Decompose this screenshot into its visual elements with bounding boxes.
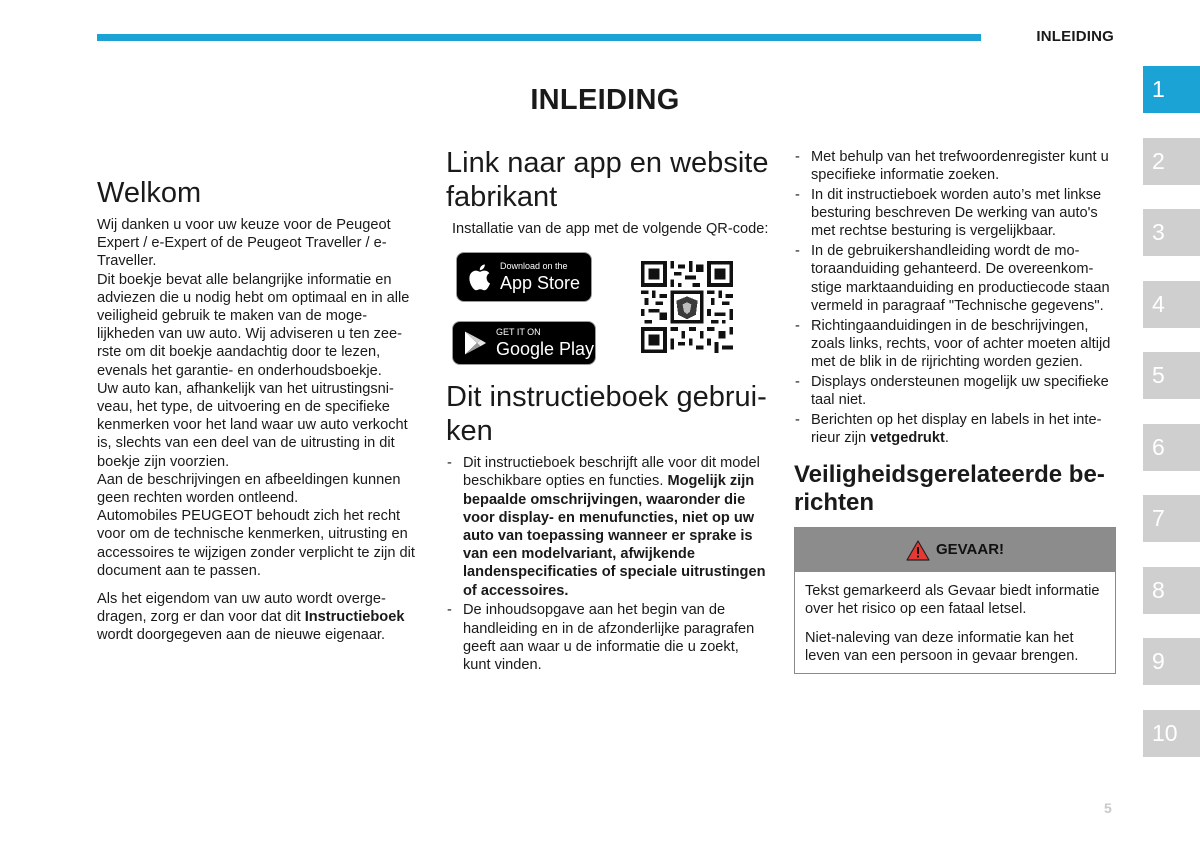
welcome-heading: Welkom [97,177,202,209]
danger-text: Niet-naleving van deze informatie kan het leven van een persoon in gevaar brengen. [805,629,1079,664]
running-header: INLEIDING [1036,28,1114,45]
chapter-tab-6[interactable]: 6 [1143,424,1200,471]
qr-intro: Installatie van de app met de volgende QR-code: [452,221,769,237]
apple-icon [467,263,491,291]
chapter-tab-4[interactable]: 4 [1143,281,1200,328]
page-number: 5 [1104,800,1112,816]
manual-usage-heading: Dit instructieboek gebruiken [446,381,767,448]
welcome-paragraph: Uw auto kan, afhankelijk van het uitrustingsniveau, het type, de uitvoering en de specifieke kenmerken voor het land waar uw auto verkocht is, slechts van een deel van de uitrusting in dit boekje zijn voorzien. [97,380,408,470]
list-item: - Met behulp van het trefwoordenregister kunt u specifieke informatie zoeken. [794,148,1116,184]
chapter-tab-8[interactable]: 8 [1143,567,1200,614]
app-store-small-label: Download on the [500,261,568,272]
list-item: - De inhoudsopgave aan het begin van de handleiding en in de afzonderlijke paragrafen geeft aan waar u de informatie die u zoekt, kunt vinden. [446,601,770,674]
page-title: INLEIDING [530,84,680,116]
google-play-small-label: GET IT ON [496,327,541,338]
chapter-tab-9[interactable]: 9 [1143,638,1200,685]
welcome-paragraph: Wij danken u voor uw keuze voor de Peugeot Expert / e-Expert of de Peugeot Traveller / e-Traveller. [97,217,391,270]
app-link-heading: Link naar app en website fabrikant [446,147,769,213]
google-play-label: Google Play [496,339,595,360]
welcome-paragraph: Aan de beschrijvingen en afbeeldingen kunnen geen rechten worden ontleend. [97,471,401,507]
qr-code-icon [641,261,733,353]
manual-notes-list [794,148,1116,447]
chapter-tabs [1143,66,1200,781]
app-store-label: App Store [500,273,581,294]
chapter-tab-7[interactable]: 7 [1143,495,1200,542]
chapter-tab-5[interactable]: 5 [1143,352,1200,399]
welcome-paragraph-ownership: Als het eigendom van uw auto wordt overgedragen, zorg er dan voor dat dit Instructieboek wordt doorgegeven aan de nieuwe eigenaar. [97,591,405,644]
chapter-tab-1[interactable]: 1 [1143,66,1200,113]
list-item: - Displays ondersteunen mogelijk uw specifieke taal niet. [794,373,1116,409]
header-accent-bar [97,34,981,41]
danger-body [795,572,1115,673]
warning-triangle-icon [906,540,930,561]
list-item: - In dit instructieboek worden auto’s met linkse besturing beschreven De werking van auto's met rechtse besturing is vergelijkbaar. [794,186,1116,241]
list-item: - In de gebruikershandleiding wordt de motoraanduiding gehanteerd. De overeenkomstige marktaanduiding en productiecode staan vermeld in paragraaf "Technische gegevens". [794,242,1116,315]
google-play-badge[interactable] [452,321,596,365]
danger-text: Tekst gemarkeerd als Gevaar biedt informatie over het risico op een fataal letsel. [805,583,1100,618]
list-item: - Dit instructieboek beschrijft alle voor dit model beschikbare opties en functies. Mogelijk zijn bepaalde omschrijvingen, waaronder die voor display- en menufuncties, niet op uw auto van toepassing wanneer er sprake is van een modelvariant, afwijkende landenspecificaties of speciale uitrustingen of accessoires. [446,454,770,600]
app-column [446,146,770,676]
chapter-tab-2[interactable]: 2 [1143,138,1200,185]
safety-messages-heading: Veiligheidsgerelateerde berichten [794,461,1105,517]
chapter-tab-3[interactable]: 3 [1143,209,1200,256]
chapter-tab-10[interactable]: 10 [1143,710,1200,757]
notes-column [794,148,1116,674]
danger-box [794,527,1116,674]
welcome-paragraph: Automobiles PEUGEOT behoudt zich het recht voor om de technische kenmerken, uitrusting en accessoires te wijzigen zonder verplicht te zijn dit document aan te passen. [97,508,415,579]
app-download-area [446,252,770,370]
list-item: - Richtingaanduidingen in de beschrijvingen, zoals links, rechts, voor of achter moeten altijd met de blik in de rijrichting worden gezien. [794,317,1116,372]
welcome-paragraph: Dit boekje bevat alle belangrijke informatie en adviezen die u nodig hebt om optimaal en in alle veiligheid gebruik te maken van de mogelijkheden van uw auto. Wij adviseren u ten zeerste om dit boekje aandachtig door te lezen, evenals het garantie- en onderhoudsboekje. [97,271,410,379]
danger-header [795,528,1115,572]
list-item: - Berichten op het display en labels in het interieur zijn vetgedrukt. [794,411,1116,447]
app-store-badge[interactable] [456,252,592,302]
google-play-icon [463,330,487,356]
manual-usage-list [446,454,770,674]
welcome-column [97,176,419,645]
danger-label: GEVAAR! [935,541,1005,559]
